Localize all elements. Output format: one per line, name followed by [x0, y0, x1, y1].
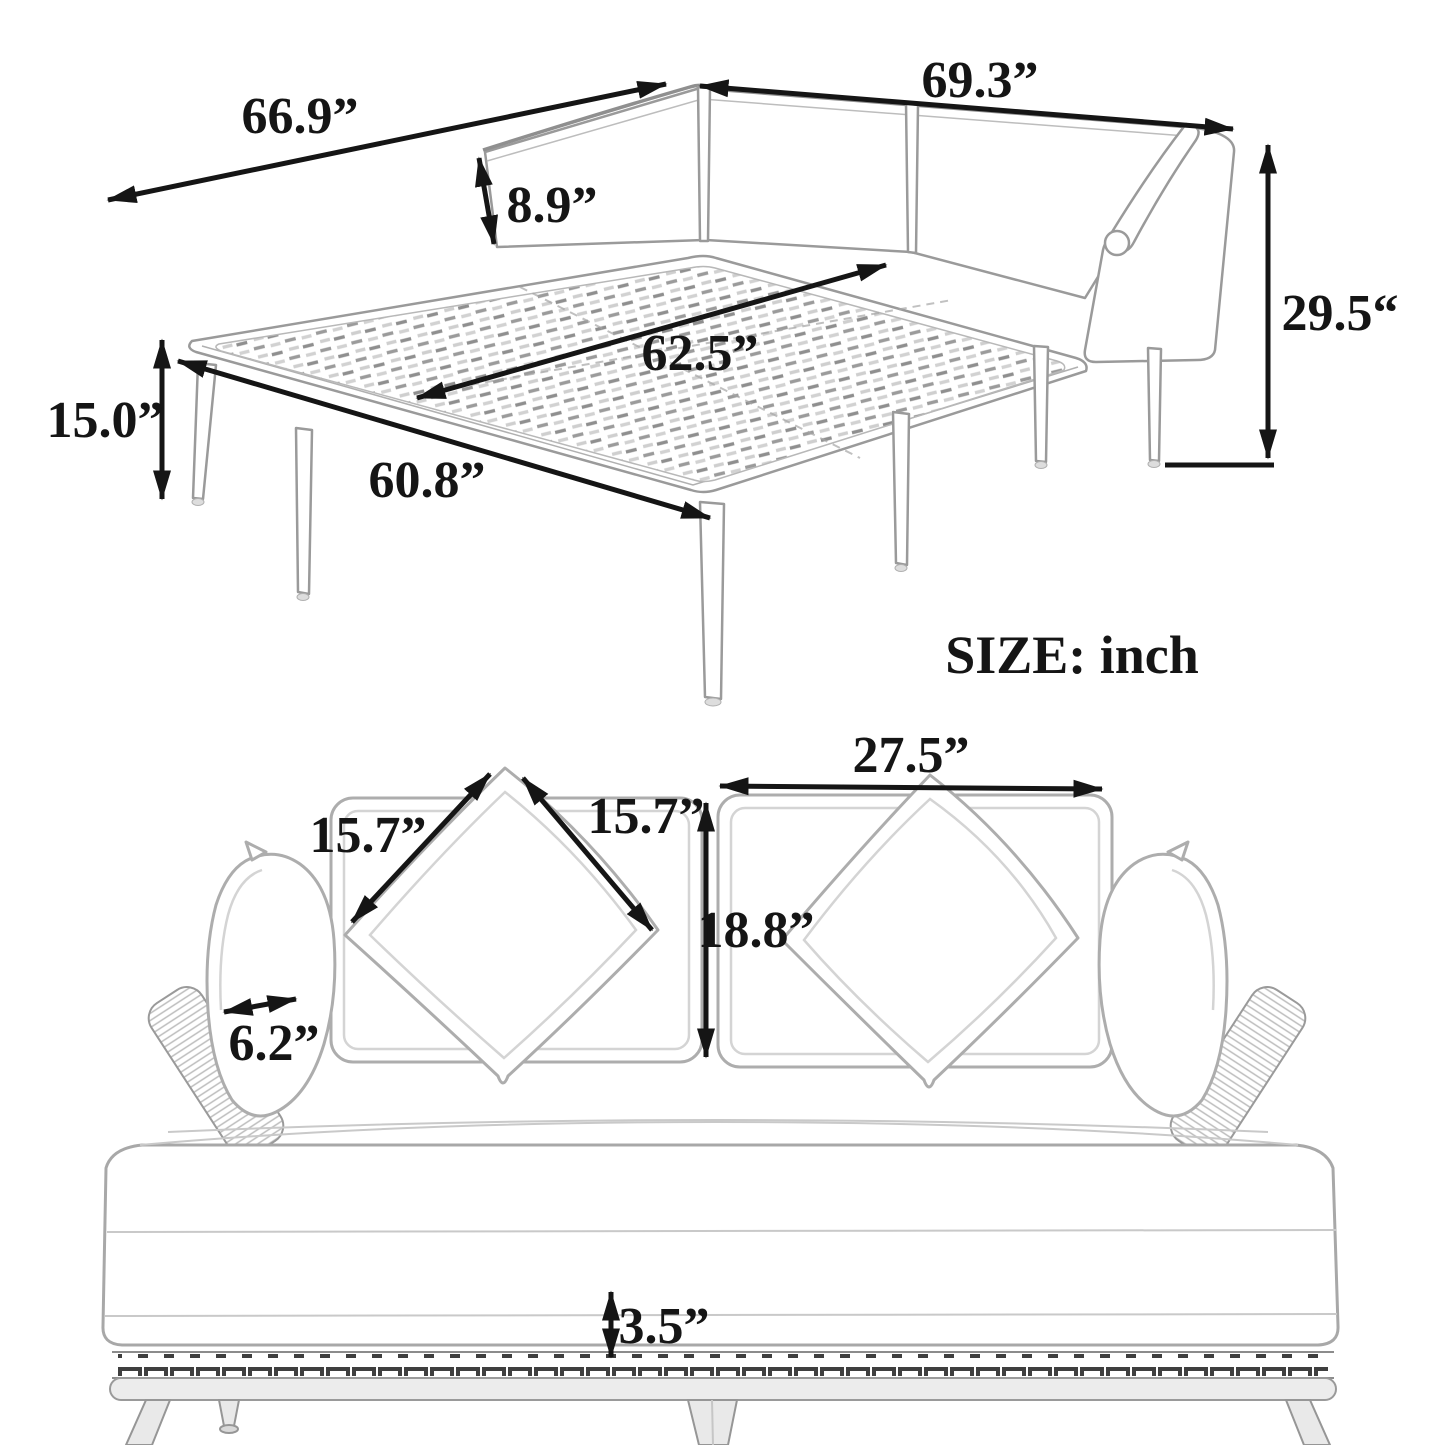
daybed-frame-illustration — [189, 85, 1234, 706]
frame-woven-band — [118, 1354, 1328, 1376]
dim-label-pillow-diagonal-left: 15.7” — [309, 807, 427, 864]
arm-pillow-left — [207, 854, 335, 1116]
dim-label-seat-front-length: 60.8” — [368, 452, 486, 509]
frame-rail — [110, 1378, 1336, 1400]
dim-label-frame-back-width: 69.3” — [921, 52, 1039, 109]
dim-label-seat-cushion-thickness: 3.5” — [618, 1298, 710, 1355]
dim-label-back-cushion-width: 27.5” — [852, 727, 970, 784]
front-legs — [126, 1400, 1330, 1445]
dim-label-seat-height: 15.0” — [46, 392, 164, 449]
dim-label-overall-height: 29.5“ — [1281, 285, 1399, 342]
dim-label-backrest-height: 8.9” — [506, 177, 598, 234]
size-units-label: SIZE: inch — [945, 625, 1199, 685]
dim-label-frame-depth: 66.9” — [241, 88, 359, 145]
backrest-divider-post — [906, 103, 918, 253]
daybed-cushions-illustration — [103, 768, 1338, 1445]
dim-label-seat-diagonal: 62.5” — [641, 325, 759, 382]
armrest-rail-cap — [1105, 231, 1129, 255]
dim-arrow-back-cushion-width — [720, 786, 1102, 789]
dim-label-pillow-diagonal-right: 15.7” — [587, 788, 705, 845]
seat-woven-surface — [216, 267, 1065, 482]
backrest-corner-post — [698, 87, 710, 241]
mattress-top-crease — [140, 1122, 1298, 1145]
dim-label-back-cushion-height: 18.8” — [697, 902, 815, 959]
arm-pillow-right — [1099, 854, 1227, 1116]
dim-label-arm-pillow-thickness: 6.2” — [228, 1015, 320, 1072]
